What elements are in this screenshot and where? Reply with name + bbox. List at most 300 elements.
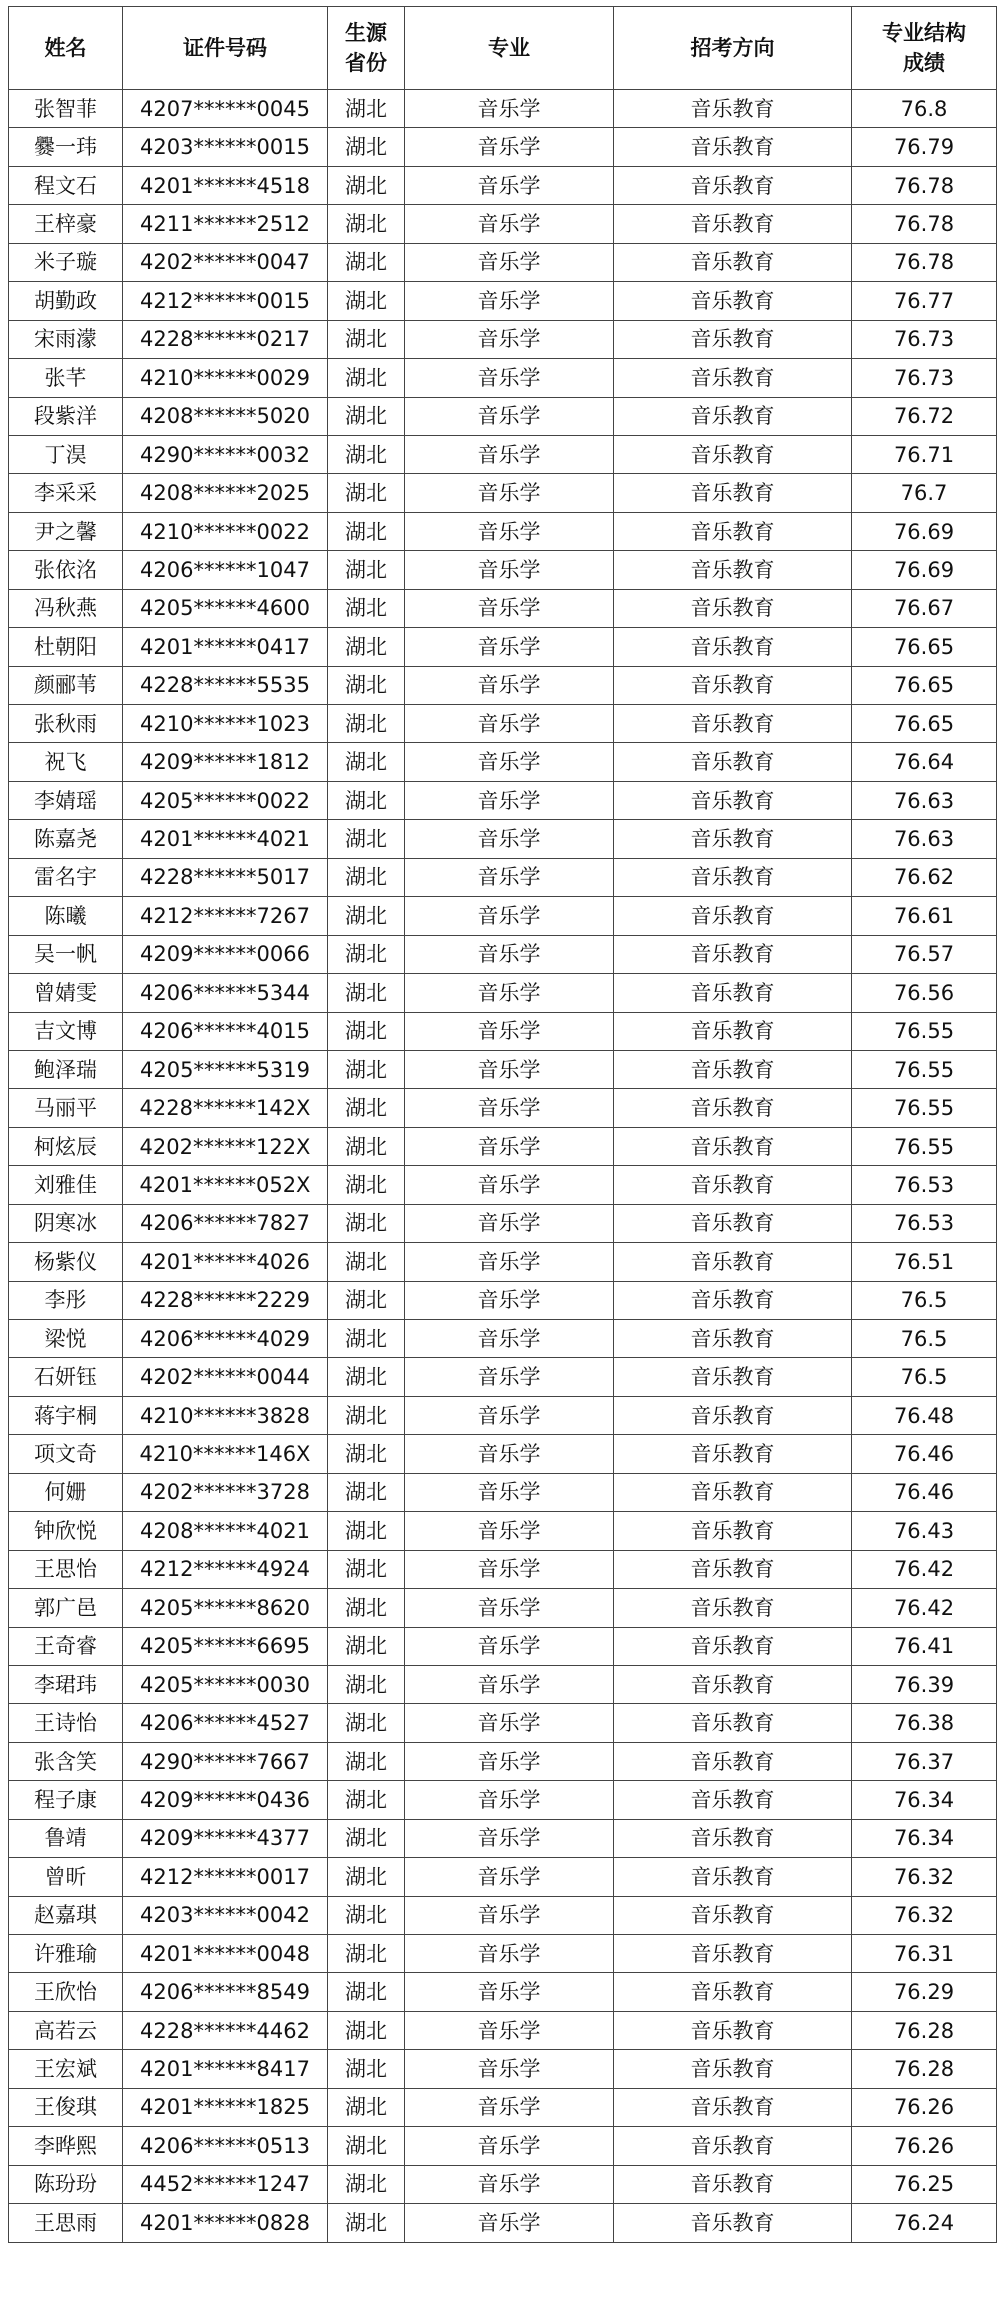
cell-id: 4210******3828 bbox=[123, 1396, 328, 1434]
cell-major: 音乐学 bbox=[405, 551, 614, 589]
cell-direction: 音乐教育 bbox=[614, 1320, 852, 1358]
cell-direction: 音乐教育 bbox=[614, 1973, 852, 2011]
cell-score: 76.67 bbox=[852, 589, 997, 627]
cell-name: 祝飞 bbox=[9, 743, 123, 781]
cell-score: 76.65 bbox=[852, 666, 997, 704]
cell-direction: 音乐教育 bbox=[614, 820, 852, 858]
table-body bbox=[9, 90, 997, 2243]
table-row bbox=[9, 897, 997, 935]
cell-major: 音乐学 bbox=[405, 397, 614, 435]
cell-direction: 音乐教育 bbox=[614, 2165, 852, 2203]
cell-direction: 音乐教育 bbox=[614, 2088, 852, 2126]
cell-direction: 音乐教育 bbox=[614, 2204, 852, 2242]
table-row bbox=[9, 1512, 997, 1550]
cell-major: 音乐学 bbox=[405, 2165, 614, 2203]
cell-direction: 音乐教育 bbox=[614, 1281, 852, 1319]
cell-province: 湖北 bbox=[328, 1166, 405, 1204]
cell-province: 湖北 bbox=[328, 2050, 405, 2088]
cell-major: 音乐学 bbox=[405, 897, 614, 935]
cell-id: 4211******2512 bbox=[123, 205, 328, 243]
cell-score: 76.31 bbox=[852, 1935, 997, 1973]
cell-major: 音乐学 bbox=[405, 1320, 614, 1358]
cell-score: 76.34 bbox=[852, 1781, 997, 1819]
cell-major: 音乐学 bbox=[405, 2088, 614, 2126]
cell-province: 湖北 bbox=[328, 858, 405, 896]
cell-major: 音乐学 bbox=[405, 666, 614, 704]
cell-major: 音乐学 bbox=[405, 166, 614, 204]
table-row bbox=[9, 282, 997, 320]
table-row bbox=[9, 1627, 997, 1665]
cell-name: 张含笑 bbox=[9, 1742, 123, 1780]
cell-major: 音乐学 bbox=[405, 1473, 614, 1511]
cell-name: 冯秋燕 bbox=[9, 589, 123, 627]
cell-name: 王俊琪 bbox=[9, 2088, 123, 2126]
cell-province: 湖北 bbox=[328, 820, 405, 858]
table-row bbox=[9, 743, 997, 781]
cell-name: 曾婧雯 bbox=[9, 974, 123, 1012]
cell-name: 杜朝阳 bbox=[9, 628, 123, 666]
cell-province: 湖北 bbox=[328, 1973, 405, 2011]
cell-id: 4212******4924 bbox=[123, 1550, 328, 1588]
table-row bbox=[9, 1781, 997, 1819]
cell-direction: 音乐教育 bbox=[614, 205, 852, 243]
cell-score: 76.65 bbox=[852, 705, 997, 743]
cell-id: 4212******7267 bbox=[123, 897, 328, 935]
cell-major: 音乐学 bbox=[405, 2204, 614, 2242]
cell-score: 76.37 bbox=[852, 1742, 997, 1780]
cell-province: 湖北 bbox=[328, 551, 405, 589]
table-row bbox=[9, 1320, 997, 1358]
cell-province: 湖北 bbox=[328, 90, 405, 128]
table-row bbox=[9, 320, 997, 358]
cell-direction: 音乐教育 bbox=[614, 1781, 852, 1819]
cell-major: 音乐学 bbox=[405, 320, 614, 358]
cell-score: 76.78 bbox=[852, 243, 997, 281]
cell-province: 湖北 bbox=[328, 397, 405, 435]
cell-province: 湖北 bbox=[328, 1435, 405, 1473]
cell-score: 76.24 bbox=[852, 2204, 997, 2242]
cell-major: 音乐学 bbox=[405, 282, 614, 320]
cell-direction: 音乐教育 bbox=[614, 935, 852, 973]
cell-province: 湖北 bbox=[328, 359, 405, 397]
cell-province: 湖北 bbox=[328, 2011, 405, 2049]
cell-name: 李彤 bbox=[9, 1281, 123, 1319]
cell-direction: 音乐教育 bbox=[614, 781, 852, 819]
table-row bbox=[9, 397, 997, 435]
header-direction: 招考方向 bbox=[614, 7, 852, 90]
cell-major: 音乐学 bbox=[405, 1781, 614, 1819]
header-province-line1: 生源 bbox=[345, 21, 387, 45]
cell-major: 音乐学 bbox=[405, 1704, 614, 1742]
cell-direction: 音乐教育 bbox=[614, 1089, 852, 1127]
cell-name: 刘雅佳 bbox=[9, 1166, 123, 1204]
cell-direction: 音乐教育 bbox=[614, 705, 852, 743]
cell-score: 76.55 bbox=[852, 1012, 997, 1050]
cell-province: 湖北 bbox=[328, 781, 405, 819]
cell-id: 4206******4527 bbox=[123, 1704, 328, 1742]
cell-major: 音乐学 bbox=[405, 205, 614, 243]
cell-id: 4210******0022 bbox=[123, 512, 328, 550]
cell-direction: 音乐教育 bbox=[614, 1665, 852, 1703]
cell-id: 4205******4600 bbox=[123, 589, 328, 627]
cell-score: 76.43 bbox=[852, 1512, 997, 1550]
cell-major: 音乐学 bbox=[405, 2127, 614, 2165]
cell-id: 4452******1247 bbox=[123, 2165, 328, 2203]
cell-id: 4228******4462 bbox=[123, 2011, 328, 2049]
cell-id: 4228******5017 bbox=[123, 858, 328, 896]
cell-score: 76.51 bbox=[852, 1243, 997, 1281]
cell-name: 张依洺 bbox=[9, 551, 123, 589]
table-row bbox=[9, 1435, 997, 1473]
cell-score: 76.42 bbox=[852, 1589, 997, 1627]
cell-id: 4206******0513 bbox=[123, 2127, 328, 2165]
cell-id: 4201******0417 bbox=[123, 628, 328, 666]
cell-name: 高若云 bbox=[9, 2011, 123, 2049]
cell-score: 76.8 bbox=[852, 90, 997, 128]
cell-province: 湖北 bbox=[328, 1473, 405, 1511]
cell-name: 鲁靖 bbox=[9, 1819, 123, 1857]
table-row bbox=[9, 1166, 997, 1204]
cell-score: 76.65 bbox=[852, 628, 997, 666]
cell-id: 4228******2229 bbox=[123, 1281, 328, 1319]
cell-major: 音乐学 bbox=[405, 743, 614, 781]
cell-name: 宋雨濛 bbox=[9, 320, 123, 358]
cell-name: 项文奇 bbox=[9, 1435, 123, 1473]
cell-score: 76.53 bbox=[852, 1166, 997, 1204]
cell-score: 76.5 bbox=[852, 1281, 997, 1319]
cell-major: 音乐学 bbox=[405, 974, 614, 1012]
cell-name: 张智菲 bbox=[9, 90, 123, 128]
cell-direction: 音乐教育 bbox=[614, 1166, 852, 1204]
table-row bbox=[9, 2127, 997, 2165]
table-row bbox=[9, 243, 997, 281]
cell-province: 湖北 bbox=[328, 1243, 405, 1281]
cell-major: 音乐学 bbox=[405, 1435, 614, 1473]
cell-province: 湖北 bbox=[328, 1127, 405, 1165]
cell-name: 雷名宇 bbox=[9, 858, 123, 896]
cell-province: 湖北 bbox=[328, 628, 405, 666]
table-row bbox=[9, 2011, 997, 2049]
cell-major: 音乐学 bbox=[405, 2050, 614, 2088]
cell-score: 76.72 bbox=[852, 397, 997, 435]
cell-province: 湖北 bbox=[328, 205, 405, 243]
cell-score: 76.41 bbox=[852, 1627, 997, 1665]
table-row bbox=[9, 858, 997, 896]
table-row bbox=[9, 589, 997, 627]
cell-id: 4203******0015 bbox=[123, 128, 328, 166]
cell-name: 陈玢玢 bbox=[9, 2165, 123, 2203]
cell-major: 音乐学 bbox=[405, 935, 614, 973]
table-row bbox=[9, 781, 997, 819]
header-province bbox=[328, 7, 405, 90]
cell-id: 4212******0017 bbox=[123, 1858, 328, 1896]
cell-direction: 音乐教育 bbox=[614, 589, 852, 627]
cell-province: 湖北 bbox=[328, 2127, 405, 2165]
table-row bbox=[9, 1550, 997, 1588]
cell-major: 音乐学 bbox=[405, 1627, 614, 1665]
cell-score: 76.39 bbox=[852, 1665, 997, 1703]
cell-score: 76.26 bbox=[852, 2088, 997, 2126]
cell-score: 76.25 bbox=[852, 2165, 997, 2203]
cell-name: 尹之馨 bbox=[9, 512, 123, 550]
cell-id: 4206******7827 bbox=[123, 1204, 328, 1242]
cell-direction: 音乐教育 bbox=[614, 1627, 852, 1665]
cell-id: 4201******1825 bbox=[123, 2088, 328, 2126]
cell-name: 梁悦 bbox=[9, 1320, 123, 1358]
cell-major: 音乐学 bbox=[405, 90, 614, 128]
table-row bbox=[9, 90, 997, 128]
table-row bbox=[9, 1050, 997, 1088]
cell-province: 湖北 bbox=[328, 435, 405, 473]
cell-score: 76.64 bbox=[852, 743, 997, 781]
cell-name: 王欣怡 bbox=[9, 1973, 123, 2011]
table-row bbox=[9, 1858, 997, 1896]
cell-direction: 音乐教育 bbox=[614, 858, 852, 896]
cell-province: 湖北 bbox=[328, 2088, 405, 2126]
cell-name: 爨一玮 bbox=[9, 128, 123, 166]
cell-direction: 音乐教育 bbox=[614, 1742, 852, 1780]
cell-name: 程文石 bbox=[9, 166, 123, 204]
header-score-line1: 专业结构 bbox=[882, 21, 966, 45]
cell-score: 76.63 bbox=[852, 820, 997, 858]
cell-score: 76.69 bbox=[852, 512, 997, 550]
cell-name: 段紫洋 bbox=[9, 397, 123, 435]
cell-direction: 音乐教育 bbox=[614, 1204, 852, 1242]
cell-direction: 音乐教育 bbox=[614, 1012, 852, 1050]
cell-major: 音乐学 bbox=[405, 781, 614, 819]
cell-name: 王奇睿 bbox=[9, 1627, 123, 1665]
cell-province: 湖北 bbox=[328, 1550, 405, 1588]
cell-province: 湖北 bbox=[328, 1512, 405, 1550]
cell-major: 音乐学 bbox=[405, 1819, 614, 1857]
table-row bbox=[9, 705, 997, 743]
score-table bbox=[8, 6, 997, 2243]
header-province-line2: 省份 bbox=[345, 51, 387, 75]
cell-name: 杨紫仪 bbox=[9, 1243, 123, 1281]
cell-direction: 音乐教育 bbox=[614, 1896, 852, 1934]
cell-name: 李婧瑶 bbox=[9, 781, 123, 819]
cell-major: 音乐学 bbox=[405, 359, 614, 397]
table-row bbox=[9, 1243, 997, 1281]
cell-id: 4203******0042 bbox=[123, 1896, 328, 1934]
cell-id: 4208******4021 bbox=[123, 1512, 328, 1550]
cell-province: 湖北 bbox=[328, 1627, 405, 1665]
cell-province: 湖北 bbox=[328, 1589, 405, 1627]
cell-province: 湖北 bbox=[328, 2165, 405, 2203]
table-row bbox=[9, 435, 997, 473]
cell-name: 张秋雨 bbox=[9, 705, 123, 743]
cell-major: 音乐学 bbox=[405, 1896, 614, 1934]
cell-province: 湖北 bbox=[328, 1742, 405, 1780]
cell-direction: 音乐教育 bbox=[614, 397, 852, 435]
cell-name: 王思怡 bbox=[9, 1550, 123, 1588]
cell-name: 米子璇 bbox=[9, 243, 123, 281]
cell-id: 4202******0047 bbox=[123, 243, 328, 281]
cell-id: 4228******142X bbox=[123, 1089, 328, 1127]
table-row bbox=[9, 1473, 997, 1511]
cell-name: 李珺玮 bbox=[9, 1665, 123, 1703]
cell-id: 4205******0030 bbox=[123, 1665, 328, 1703]
table-row bbox=[9, 2050, 997, 2088]
cell-id: 4209******4377 bbox=[123, 1819, 328, 1857]
cell-name: 陈嘉尧 bbox=[9, 820, 123, 858]
header-score-line2: 成绩 bbox=[903, 51, 945, 75]
cell-name: 赵嘉琪 bbox=[9, 1896, 123, 1934]
cell-major: 音乐学 bbox=[405, 512, 614, 550]
cell-name: 郭广邑 bbox=[9, 1589, 123, 1627]
table-row bbox=[9, 1204, 997, 1242]
table-row bbox=[9, 1742, 997, 1780]
cell-major: 音乐学 bbox=[405, 128, 614, 166]
cell-province: 湖北 bbox=[328, 128, 405, 166]
cell-major: 音乐学 bbox=[405, 243, 614, 281]
cell-score: 76.73 bbox=[852, 320, 997, 358]
cell-score: 76.78 bbox=[852, 166, 997, 204]
cell-score: 76.28 bbox=[852, 2050, 997, 2088]
cell-province: 湖北 bbox=[328, 743, 405, 781]
cell-major: 音乐学 bbox=[405, 1204, 614, 1242]
cell-score: 76.46 bbox=[852, 1473, 997, 1511]
cell-name: 颜郦苇 bbox=[9, 666, 123, 704]
cell-major: 音乐学 bbox=[405, 820, 614, 858]
cell-province: 湖北 bbox=[328, 1358, 405, 1396]
table-row bbox=[9, 205, 997, 243]
cell-score: 76.46 bbox=[852, 1435, 997, 1473]
table-row bbox=[9, 820, 997, 858]
table-row bbox=[9, 1589, 997, 1627]
cell-direction: 音乐教育 bbox=[614, 359, 852, 397]
cell-province: 湖北 bbox=[328, 1819, 405, 1857]
cell-direction: 音乐教育 bbox=[614, 1127, 852, 1165]
cell-id: 4206******8549 bbox=[123, 1973, 328, 2011]
cell-score: 76.55 bbox=[852, 1127, 997, 1165]
cell-id: 4202******3728 bbox=[123, 1473, 328, 1511]
cell-province: 湖北 bbox=[328, 243, 405, 281]
cell-province: 湖北 bbox=[328, 1204, 405, 1242]
cell-province: 湖北 bbox=[328, 320, 405, 358]
cell-direction: 音乐教育 bbox=[614, 628, 852, 666]
cell-direction: 音乐教育 bbox=[614, 2127, 852, 2165]
cell-id: 4206******5344 bbox=[123, 974, 328, 1012]
cell-direction: 音乐教育 bbox=[614, 320, 852, 358]
header-id: 证件号码 bbox=[123, 7, 328, 90]
cell-direction: 音乐教育 bbox=[614, 1819, 852, 1857]
cell-id: 4201******4026 bbox=[123, 1243, 328, 1281]
cell-score: 76.62 bbox=[852, 858, 997, 896]
cell-major: 音乐学 bbox=[405, 474, 614, 512]
cell-name: 张芊 bbox=[9, 359, 123, 397]
table-row bbox=[9, 974, 997, 1012]
cell-province: 湖北 bbox=[328, 897, 405, 935]
cell-province: 湖北 bbox=[328, 1320, 405, 1358]
cell-province: 湖北 bbox=[328, 1396, 405, 1434]
cell-province: 湖北 bbox=[328, 935, 405, 973]
cell-province: 湖北 bbox=[328, 166, 405, 204]
cell-id: 4205******6695 bbox=[123, 1627, 328, 1665]
cell-score: 76.5 bbox=[852, 1320, 997, 1358]
cell-direction: 音乐教育 bbox=[614, 1396, 852, 1434]
cell-id: 4228******0217 bbox=[123, 320, 328, 358]
table-row bbox=[9, 1281, 997, 1319]
table-row bbox=[9, 1973, 997, 2011]
cell-id: 4228******5535 bbox=[123, 666, 328, 704]
cell-score: 76.57 bbox=[852, 935, 997, 973]
cell-province: 湖北 bbox=[328, 1012, 405, 1050]
cell-major: 音乐学 bbox=[405, 435, 614, 473]
cell-id: 4205******8620 bbox=[123, 1589, 328, 1627]
cell-name: 许雅瑜 bbox=[9, 1935, 123, 1973]
cell-score: 76.69 bbox=[852, 551, 997, 589]
cell-direction: 音乐教育 bbox=[614, 1512, 852, 1550]
cell-name: 李采采 bbox=[9, 474, 123, 512]
cell-province: 湖北 bbox=[328, 2204, 405, 2242]
cell-province: 湖北 bbox=[328, 1781, 405, 1819]
cell-province: 湖北 bbox=[328, 1896, 405, 1934]
cell-score: 76.56 bbox=[852, 974, 997, 1012]
cell-major: 音乐学 bbox=[405, 1050, 614, 1088]
cell-major: 音乐学 bbox=[405, 858, 614, 896]
table-row bbox=[9, 1358, 997, 1396]
cell-score: 76.29 bbox=[852, 1973, 997, 2011]
cell-name: 石妍钰 bbox=[9, 1358, 123, 1396]
cell-major: 音乐学 bbox=[405, 1550, 614, 1588]
table-row bbox=[9, 359, 997, 397]
cell-name: 王宏斌 bbox=[9, 2050, 123, 2088]
cell-major: 音乐学 bbox=[405, 1589, 614, 1627]
table-row bbox=[9, 2088, 997, 2126]
cell-province: 湖北 bbox=[328, 1089, 405, 1127]
cell-name: 何姗 bbox=[9, 1473, 123, 1511]
cell-score: 76.55 bbox=[852, 1050, 997, 1088]
cell-province: 湖北 bbox=[328, 282, 405, 320]
cell-score: 76.32 bbox=[852, 1858, 997, 1896]
cell-name: 程子康 bbox=[9, 1781, 123, 1819]
table-row bbox=[9, 1935, 997, 1973]
cell-name: 胡勤政 bbox=[9, 282, 123, 320]
cell-direction: 音乐教育 bbox=[614, 1704, 852, 1742]
cell-name: 陈曦 bbox=[9, 897, 123, 935]
cell-name: 阴寒冰 bbox=[9, 1204, 123, 1242]
cell-score: 76.77 bbox=[852, 282, 997, 320]
cell-name: 王诗怡 bbox=[9, 1704, 123, 1742]
cell-score: 76.71 bbox=[852, 435, 997, 473]
cell-id: 4206******4029 bbox=[123, 1320, 328, 1358]
cell-id: 4205******0022 bbox=[123, 781, 328, 819]
cell-id: 4290******7667 bbox=[123, 1742, 328, 1780]
cell-major: 音乐学 bbox=[405, 1012, 614, 1050]
cell-major: 音乐学 bbox=[405, 1935, 614, 1973]
cell-province: 湖北 bbox=[328, 474, 405, 512]
cell-name: 吉文博 bbox=[9, 1012, 123, 1050]
cell-score: 76.34 bbox=[852, 1819, 997, 1857]
cell-major: 音乐学 bbox=[405, 2011, 614, 2049]
cell-major: 音乐学 bbox=[405, 1858, 614, 1896]
table-row bbox=[9, 1819, 997, 1857]
cell-direction: 音乐教育 bbox=[614, 2011, 852, 2049]
cell-major: 音乐学 bbox=[405, 1243, 614, 1281]
cell-id: 4209******1812 bbox=[123, 743, 328, 781]
cell-id: 4210******1023 bbox=[123, 705, 328, 743]
header-score bbox=[852, 7, 997, 90]
cell-major: 音乐学 bbox=[405, 1089, 614, 1127]
cell-score: 76.32 bbox=[852, 1896, 997, 1934]
cell-major: 音乐学 bbox=[405, 1358, 614, 1396]
cell-direction: 音乐教育 bbox=[614, 743, 852, 781]
cell-id: 4201******0048 bbox=[123, 1935, 328, 1973]
cell-id: 4210******0029 bbox=[123, 359, 328, 397]
cell-score: 76.55 bbox=[852, 1089, 997, 1127]
cell-province: 湖北 bbox=[328, 512, 405, 550]
